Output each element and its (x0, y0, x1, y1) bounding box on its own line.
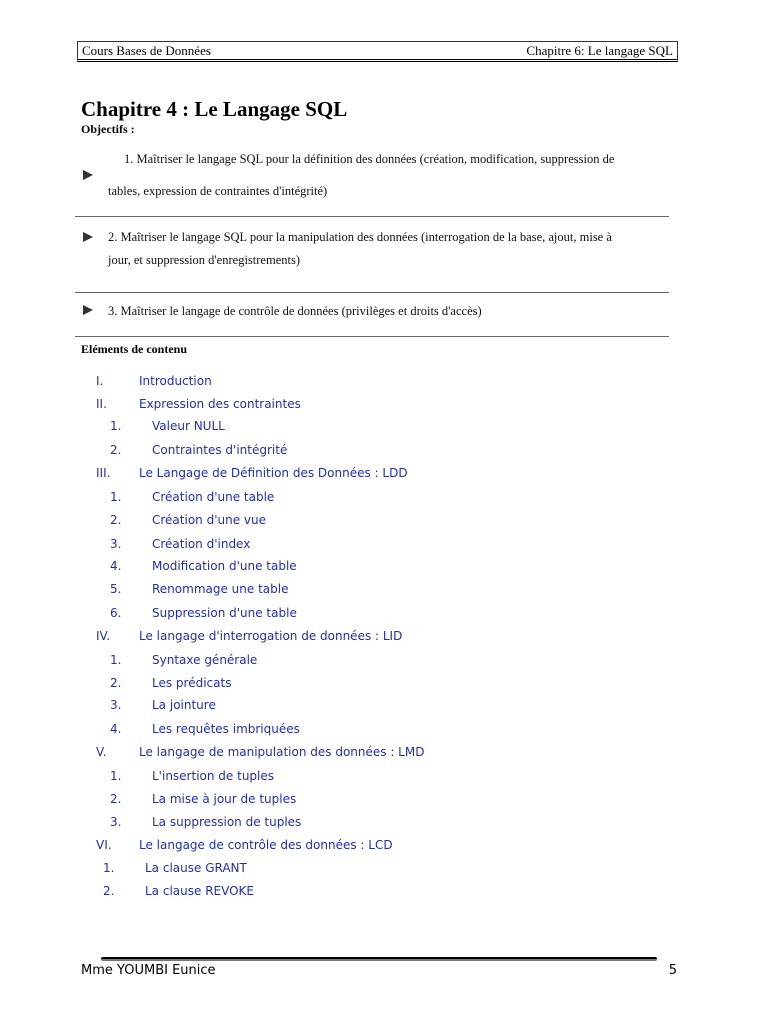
toc-item-creation-vue[interactable] (0, 510, 768, 530)
toc-item-suppression-tuples[interactable] (0, 812, 768, 832)
toc-item-lmd[interactable] (0, 742, 768, 762)
toc-text: Valeur NULL (152, 419, 225, 433)
chapter-title: Chapitre 4 : Le Langage SQL (81, 97, 348, 121)
toc-text: La clause GRANT (145, 861, 247, 875)
header-course-title: Cours Bases de Données (82, 42, 211, 58)
objective-2-line-2: jour, et suppression d'enregistrements) (108, 253, 300, 267)
toc-item-contraintes[interactable] (0, 394, 768, 414)
toc-item-contraintes-integrite[interactable] (0, 440, 768, 460)
toc-text: Syntaxe générale (152, 653, 258, 667)
toc-text: La clause REVOKE (145, 884, 255, 898)
arrow-bullet-icon (83, 170, 93, 180)
toc-item-clause-revoke[interactable] (0, 881, 768, 901)
objectives-label: Objectifs : (81, 122, 135, 136)
toc-item-requetes-imbriquees[interactable] (0, 719, 768, 739)
toc-number: IV. (96, 629, 111, 643)
toc-text: Création d'index (152, 537, 251, 551)
toc-number: 3. (110, 815, 122, 829)
page-footer (81, 963, 677, 978)
toc-text: Introduction (139, 374, 212, 388)
toc-number: 6. (110, 606, 122, 620)
toc-item-ldd[interactable] (0, 463, 768, 483)
page-number: 5 (668, 963, 677, 978)
divider (75, 336, 669, 337)
toc-number: 2. (110, 792, 122, 806)
toc-text: Suppression d'une table (152, 606, 297, 620)
toc-number: 4. (110, 559, 122, 573)
toc-text: La suppression de tuples (152, 815, 302, 829)
toc-text: La mise à jour de tuples (152, 792, 297, 806)
toc-number: 1. (103, 861, 115, 875)
toc-number: 1. (110, 769, 122, 783)
contents-label: Eléments de contenu (81, 342, 187, 356)
toc-item-jointure[interactable] (0, 695, 768, 715)
toc-item-lid[interactable] (0, 626, 768, 646)
page-header (77, 41, 678, 62)
toc-number: 2. (110, 443, 122, 457)
toc-item-suppression-table[interactable] (0, 603, 768, 623)
toc-item-introduction[interactable] (0, 371, 768, 391)
toc-text: Création d'une table (152, 490, 275, 504)
toc-item-clause-grant[interactable] (0, 858, 768, 878)
toc-text: Renommage une table (152, 582, 289, 596)
toc-item-mise-a-jour-tuples[interactable] (0, 789, 768, 809)
arrow-bullet-icon (83, 305, 93, 315)
toc-number: VI. (96, 838, 112, 852)
footer-divider (101, 957, 657, 961)
toc-number: 3. (110, 698, 122, 712)
toc-text: Expression des contraintes (139, 397, 301, 411)
objective-1-line-2: tables, expression de contraintes d'intégrité) (108, 184, 328, 198)
footer-author: Mme YOUMBI Eunice (81, 963, 216, 978)
toc-text: Contraintes d'intégrité (152, 443, 288, 457)
toc-text: Les requêtes imbriquées (152, 722, 300, 736)
toc-item-predicats[interactable] (0, 673, 768, 693)
toc-item-valeur-null[interactable] (0, 416, 768, 436)
toc-number: 3. (110, 537, 122, 551)
toc-item-syntaxe-generale[interactable] (0, 650, 768, 670)
toc-item-creation-table[interactable] (0, 487, 768, 507)
toc-number: 2. (103, 884, 115, 898)
divider (75, 216, 669, 217)
toc-number: 1. (110, 419, 122, 433)
toc-text: La jointure (152, 698, 216, 712)
toc-item-modification-table[interactable] (0, 556, 768, 576)
toc-item-creation-index[interactable] (0, 534, 768, 554)
toc-item-renommage-table[interactable] (0, 579, 768, 599)
toc-number: 1. (110, 653, 122, 667)
toc-text: Le Langage de Définition des Données : LDD (139, 466, 408, 480)
objective-1-line-1: 1. Maîtriser le langage SQL pour la définition des données (création, modification, suppression de (124, 152, 615, 166)
toc-number: 2. (110, 513, 122, 527)
toc-number: II. (96, 397, 107, 411)
toc-text: Le langage d'interrogation de données : LID (139, 629, 403, 643)
toc-text: L'insertion de tuples (152, 769, 275, 783)
toc-text: Le langage de contrôle des données : LCD (139, 838, 393, 852)
toc-item-insertion-tuples[interactable] (0, 766, 768, 786)
toc-number: V. (96, 745, 107, 759)
toc-number: 4. (110, 722, 122, 736)
toc-number: III. (96, 466, 111, 480)
divider (75, 292, 669, 293)
toc-text: Les prédicats (152, 676, 232, 690)
objective-3: 3. Maîtriser le langage de contrôle de données (privilèges et droits d'accès) (108, 304, 482, 318)
objective-2-line-1: 2. Maîtriser le langage SQL pour la manipulation des données (interrogation de la base, ajout, mise à (108, 230, 612, 244)
toc-item-lcd[interactable] (0, 835, 768, 855)
toc-text: Modification d'une table (152, 559, 297, 573)
toc-number: 5. (110, 582, 122, 596)
toc-number: 1. (110, 490, 122, 504)
toc-text: Le langage de manipulation des données : LMD (139, 745, 425, 759)
toc-number: I. (96, 374, 104, 388)
toc-number: 2. (110, 676, 122, 690)
toc-text: Création d'une vue (152, 513, 266, 527)
header-chapter-title: Chapitre 6: Le langage SQL (526, 42, 673, 58)
arrow-bullet-icon (83, 232, 93, 242)
